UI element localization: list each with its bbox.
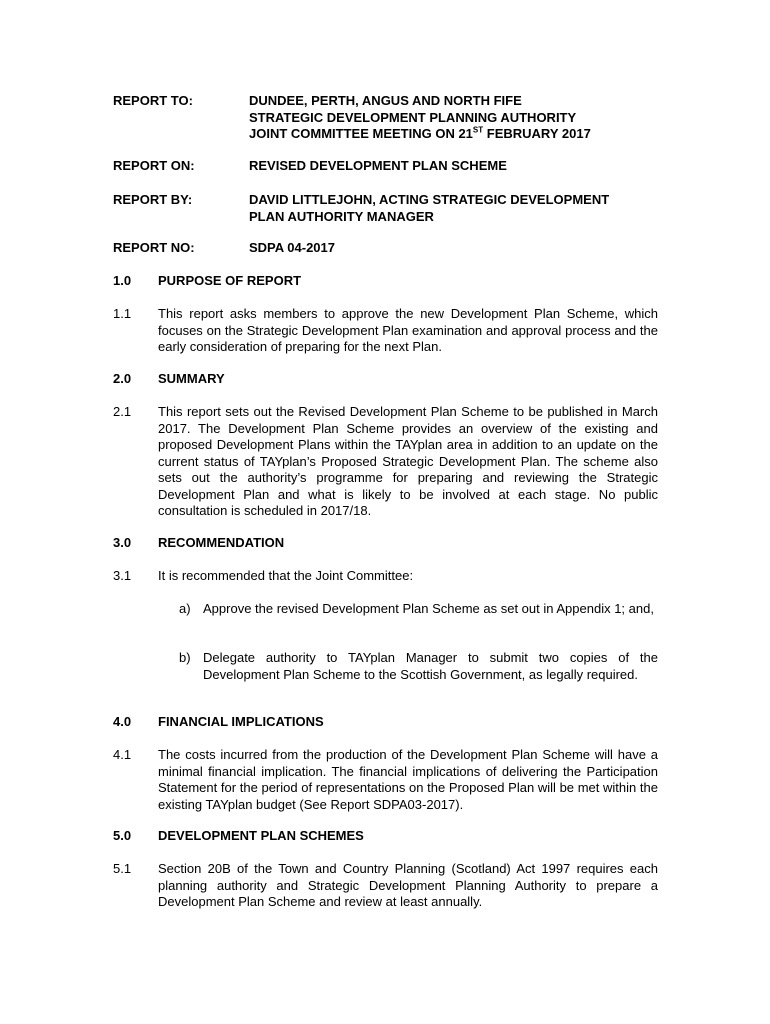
- report-to-line3: [249, 126, 658, 143]
- item-letter: a): [179, 601, 191, 616]
- paragraph-text: Section 20B of the Town and Country Planning (Scotland) Act 1997 requires each planning authority and Strategic Development Planning Authority to prepare a Development Plan Scheme and review at least annually.: [158, 861, 658, 909]
- section-number: 2.0: [113, 371, 132, 386]
- paragraph-text: It is recommended that the Joint Committee:: [158, 568, 414, 583]
- report-by-line2: PLAN AUTHORITY MANAGER: [249, 208, 434, 224]
- section-number: 4.0: [113, 714, 132, 729]
- report-to-line1: DUNDEE, PERTH, ANGUS AND NORTH FIFE: [249, 93, 522, 108]
- paragraph-number: 5.1: [113, 861, 132, 876]
- section-number: 5.0: [113, 828, 132, 843]
- meeting-date-prefix: JOINT COMMITTEE MEETING ON 21: [249, 126, 473, 141]
- report-by-label: REPORT BY:: [113, 192, 193, 207]
- section-title: RECOMMENDATION: [158, 535, 285, 550]
- paragraph-number: 3.1: [113, 568, 132, 583]
- meeting-date-suffix: FEBRUARY 2017: [483, 126, 591, 141]
- section-title: PURPOSE OF REPORT: [158, 273, 302, 288]
- section-number: 1.0: [113, 273, 132, 288]
- report-on-label: REPORT ON:: [113, 158, 195, 173]
- section-title: SUMMARY: [158, 371, 225, 386]
- item-letter: b): [179, 650, 191, 665]
- paragraph-text: This report asks members to approve the new Development Plan Scheme, which focuses on the Strategic Development Plan examination and approval process and the early consideration of preparing for the next Plan.: [158, 306, 658, 354]
- paragraph-number: 1.1: [113, 306, 132, 321]
- report-to-label: REPORT TO:: [113, 93, 193, 108]
- report-by-line1: DAVID LITTLEJOHN, ACTING STRATEGIC DEVELOPMENT: [249, 192, 610, 207]
- item-text: Delegate authority to TAYplan Manager to submit two copies of the Development Plan Scheme to the Scottish Government, as legally required.: [203, 650, 658, 682]
- paragraph-number: 4.1: [113, 747, 132, 762]
- paragraph-text: This report sets out the Revised Development Plan Scheme to be published in March 2017. The Development Plan Scheme provides an overview of the existing and proposed Development Plans within the TAYplan area in addition to an update on the current status of TAYplan’s Proposed Strategic Development Plan. The scheme also sets out the authority’s programme for preparing and reviewing the Strategic Development Plan and what is likely to be involved at each stage. No public consultation is scheduled in 2017/18.: [158, 404, 658, 518]
- report-on-value: REVISED DEVELOPMENT PLAN SCHEME: [249, 158, 507, 173]
- section-title: FINANCIAL IMPLICATIONS: [158, 714, 324, 729]
- report-to-value: [249, 93, 658, 143]
- report-to-line2: STRATEGIC DEVELOPMENT PLANNING AUTHORITY: [249, 109, 577, 125]
- section-title: DEVELOPMENT PLAN SCHEMES: [158, 828, 364, 843]
- section-number: 3.0: [113, 535, 132, 550]
- paragraph-number: 2.1: [113, 404, 132, 419]
- report-no-label: REPORT NO:: [113, 240, 195, 255]
- paragraph-text: The costs incurred from the production of the Development Plan Scheme will have a minimal financial implication. The financial implications of delivering the Participation Statement for the period of representations on the Proposed Plan will be met within the existing TAYplan budget (See Report SDPA03-2017).: [158, 747, 658, 812]
- report-no-value: SDPA 04-2017: [249, 240, 335, 255]
- report-by-value: [249, 192, 658, 225]
- item-text: Approve the revised Development Plan Scheme as set out in Appendix 1; and,: [203, 601, 654, 616]
- meeting-date-ordinal: ST: [472, 125, 484, 135]
